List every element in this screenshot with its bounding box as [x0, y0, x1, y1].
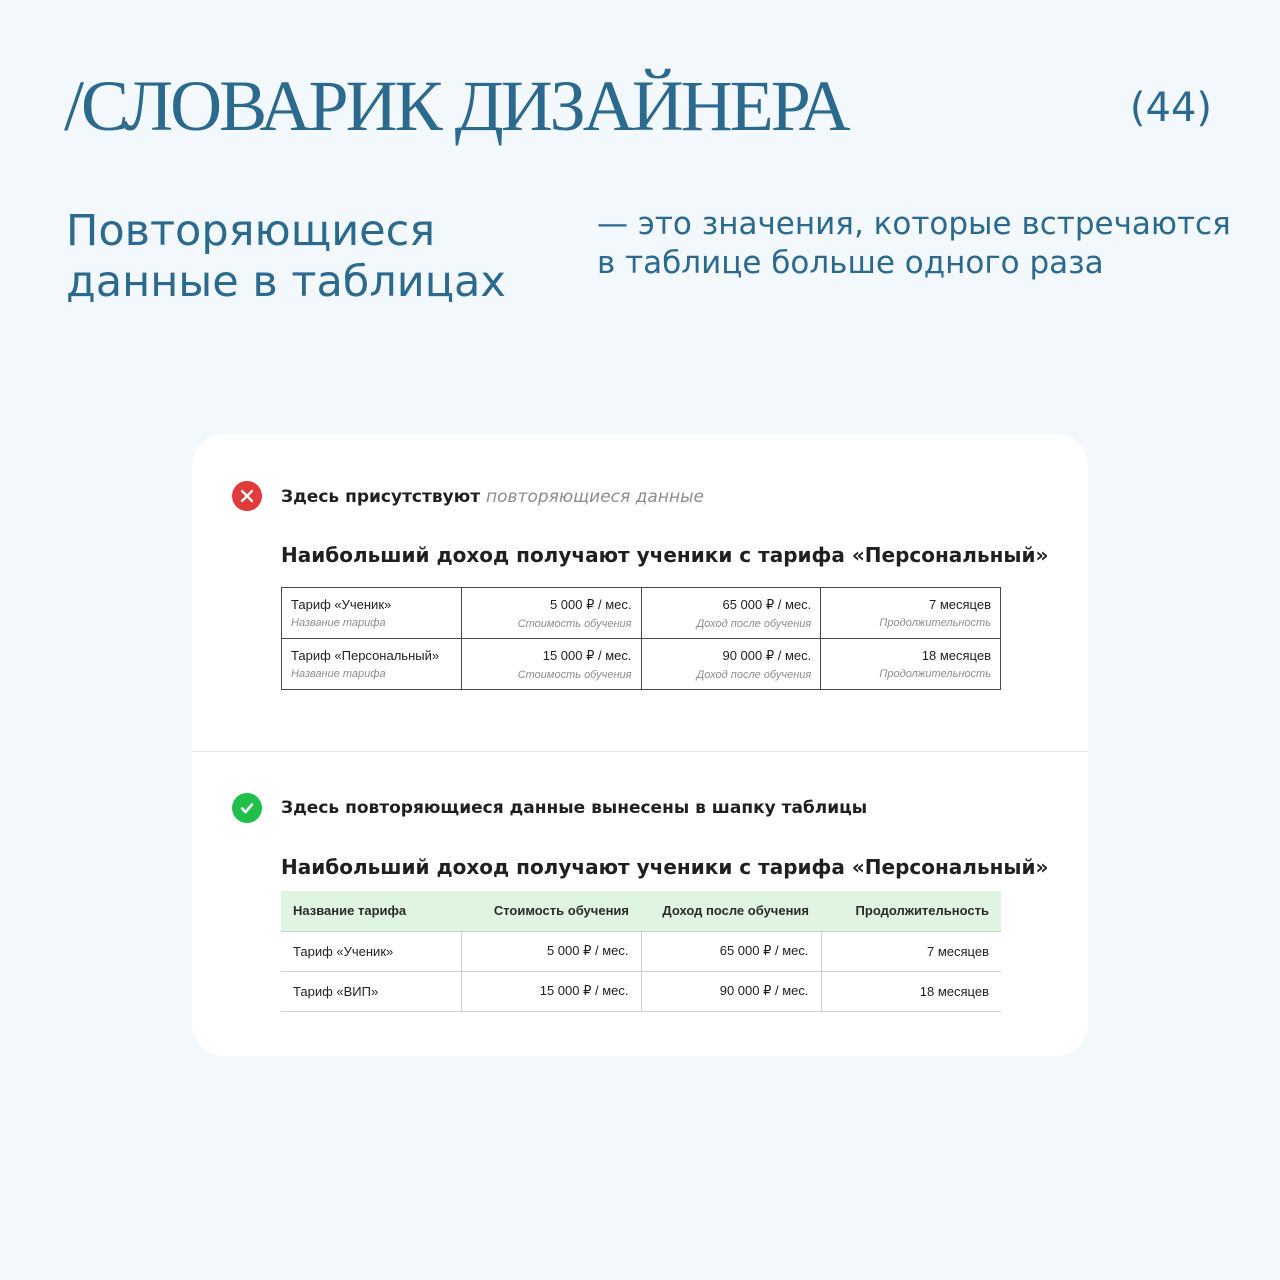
cell-value: 18 месяцев	[921, 648, 991, 663]
column-header: Стоимость обучения	[461, 891, 641, 931]
bad-table-title: Наибольший доход получают ученики с тарифа «Персональный»	[281, 543, 1049, 567]
table-cell: 65 000 ₽ / мес.	[641, 931, 821, 971]
bad-example-label-strong: Здесь присутствуют	[281, 487, 481, 507]
cell-value: Тариф «Ученик»	[291, 597, 392, 612]
column-header: Продолжительность	[821, 891, 1001, 931]
bad-example-label	[281, 487, 704, 507]
good-example-section	[192, 752, 1088, 1056]
bad-table	[281, 587, 1001, 690]
table-cell: 5 000 ₽ / мес.	[461, 931, 641, 971]
table-cell	[641, 639, 821, 690]
definition: — это значения, которые встречаются в таблице больше одного раза	[597, 206, 1231, 281]
cell-value: Тариф «Персональный»	[291, 648, 440, 663]
column-header: Название тарифа	[281, 891, 461, 931]
table-cell: Тариф «Ученик»	[281, 931, 461, 971]
cell-caption: Название тарифа	[291, 668, 386, 680]
table-cell: 90 000 ₽ / мес.	[641, 971, 821, 1011]
example-card	[192, 434, 1088, 1056]
table-cell	[641, 588, 821, 639]
table-cell	[821, 639, 1001, 690]
column-header: Доход после обучения	[641, 891, 821, 931]
good-table-title: Наибольший доход получают ученики с тарифа «Персональный»	[281, 855, 1049, 879]
table-row	[282, 639, 1001, 690]
page-number: (44)	[1129, 85, 1212, 131]
table-cell	[461, 639, 641, 690]
cell-value: 65 000 ₽ / мес.	[722, 597, 812, 612]
cell-value: 90 000 ₽ / мес.	[722, 648, 812, 663]
cell-caption: Стоимость обучения	[517, 618, 632, 630]
table-cell	[282, 588, 462, 639]
good-example-label: Здесь повторяющиеся данные вынесены в шапку таблицы	[281, 798, 868, 818]
cell-value: 7 месяцев	[929, 597, 991, 612]
cell-caption: Доход после обучения	[696, 618, 812, 630]
cell-value: 5 000 ₽ / мес.	[549, 597, 632, 612]
success-status-icon	[232, 793, 262, 823]
table-row	[281, 931, 1001, 971]
table-cell: Тариф «ВИП»	[281, 971, 461, 1011]
cell-caption: Стоимость обучения	[517, 669, 632, 681]
close-icon	[240, 489, 254, 503]
cell-caption: Продолжительность	[879, 668, 991, 680]
term: Повторяющиеся данные в таблицах	[66, 206, 506, 307]
table-cell: 15 000 ₽ / мес.	[461, 971, 641, 1011]
table-cell: 18 месяцев	[821, 971, 1001, 1011]
check-icon	[239, 800, 255, 816]
table-cell	[461, 588, 641, 639]
table-cell	[282, 639, 462, 690]
bad-example-section	[192, 434, 1088, 751]
good-table	[281, 891, 1001, 1012]
cell-value: 15 000 ₽ / мес.	[542, 648, 632, 663]
table-row	[282, 588, 1001, 639]
table-header-row	[281, 891, 1001, 931]
table-row	[281, 971, 1001, 1011]
page-title: /СЛОВАРИК ДИЗАЙНЕРА	[64, 66, 848, 146]
cell-caption: Название тарифа	[291, 617, 386, 629]
table-cell	[821, 588, 1001, 639]
error-status-icon	[232, 481, 262, 511]
bad-example-label-muted: повторяющиеся данные	[486, 487, 704, 507]
cell-caption: Доход после обучения	[696, 669, 812, 681]
table-cell: 7 месяцев	[821, 931, 1001, 971]
cell-caption: Продолжительность	[879, 617, 991, 629]
